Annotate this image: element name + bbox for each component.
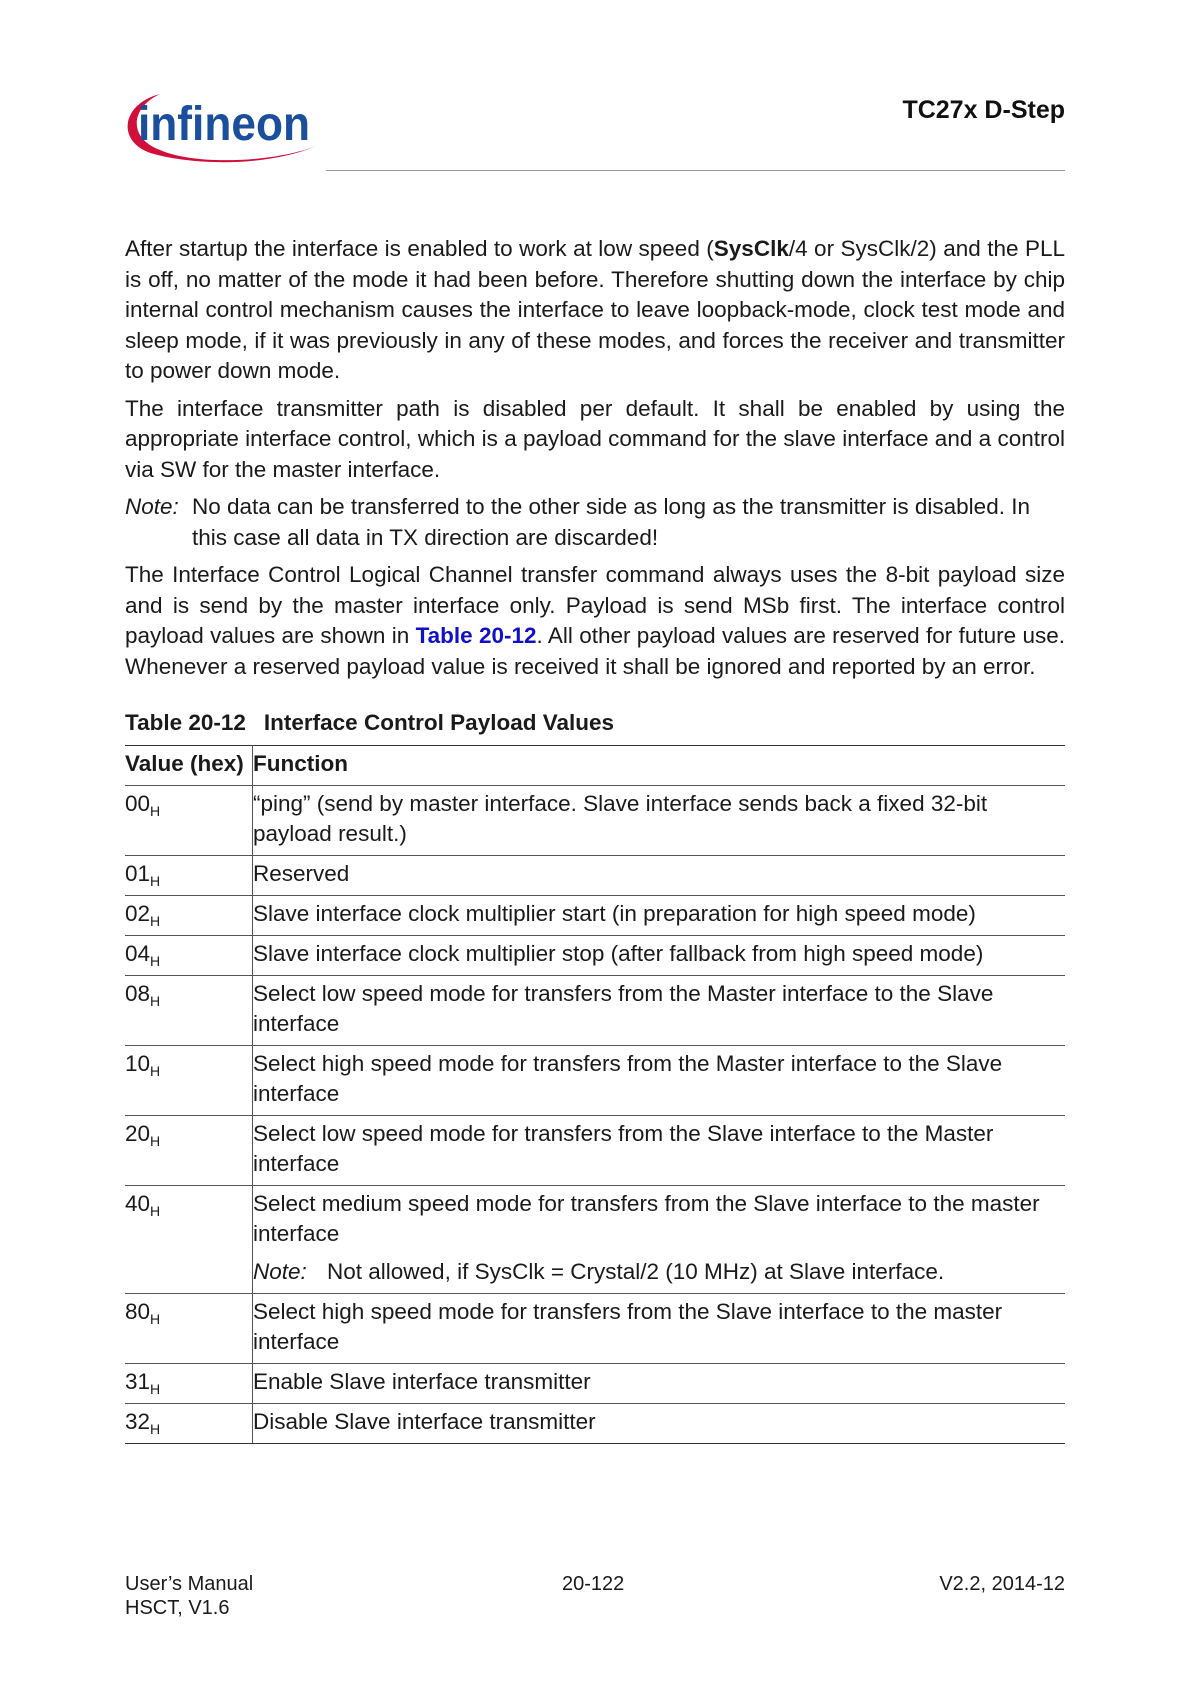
row-function: Select low speed mode for transfers from the Master interface to the Slave interface — [253, 975, 1066, 1045]
row-note: Note: Not allowed, if SysClk = Crystal/2 (10 MHz) at Slave interface. — [253, 1258, 945, 1284]
row-value: $40_H$ — [125, 1185, 253, 1293]
table-caption-title: Interface Control Payload Values — [263, 710, 615, 735]
document-title: TC27x D-Step — [902, 96, 1065, 124]
note-text: No data can be transferred to the other side as long as the transmitter is disabled. In this case all data in TX direction are discarded! — [192, 494, 1030, 550]
row-value: $04_H$ — [125, 935, 253, 975]
table-reference-link[interactable]: Table 20-12 — [415, 623, 537, 648]
page-body — [125, 234, 1065, 1444]
paragraph-transmitter: The interface transmitter path is disabled per default. It shall be enabled by using the appropriate interface control, which is a payload command for the slave interface and a control via SW for the master interface. — [125, 395, 1065, 482]
row-function: Select low speed mode for transfers from the Slave interface to the Master interface — [253, 1115, 1066, 1185]
row-function: Select high speed mode for transfers from the Slave interface to the master interface — [253, 1293, 1066, 1363]
paragraph-control-channel: The Interface Control Logical Channel transfer command always uses the 8-bit payload size and is send by the master interface only. Payload is send MSb first. The interface control payload values are shown in Table 20-12. All other payload values are reserved for future use. Whenever a reserved payload value is received it shall be ignored and reported by an error. — [125, 562, 1065, 679]
row-function: Reserved — [253, 855, 1066, 895]
hex-suffix: H — [150, 952, 161, 969]
table-row — [125, 1045, 1065, 1115]
row-value: $32_H$ — [125, 1403, 253, 1443]
footer-revision: V2.2, 2014-12 — [939, 1573, 1065, 1595]
sysclk-term: SysClk — [713, 236, 789, 261]
table-row — [125, 935, 1065, 975]
row-function: “ping” (send by master interface. Slave interface sends back a fixed 32-bit payload result.) — [253, 785, 1066, 855]
table-caption-number: Table 20-12 — [125, 710, 246, 735]
row-function: Slave interface clock multiplier start (in preparation for high speed mode) — [253, 895, 1066, 935]
row-function: Disable Slave interface transmitter — [253, 1403, 1066, 1443]
infineon-logo — [120, 82, 330, 182]
logo-text: infineon — [138, 98, 310, 151]
hex-suffix: H — [150, 802, 161, 819]
row-value: $80_H$ — [125, 1293, 253, 1363]
table-header-row — [125, 745, 1065, 785]
header-divider — [326, 170, 1065, 171]
table-row — [125, 1363, 1065, 1403]
page-number: 20-122 — [562, 1573, 625, 1595]
table-row — [125, 1115, 1065, 1185]
table-row — [125, 975, 1065, 1045]
row-value: $08_H$ — [125, 975, 253, 1045]
hex-suffix: H — [150, 992, 161, 1009]
note-block — [125, 492, 1065, 553]
hex-suffix: H — [150, 872, 161, 889]
hex-suffix: H — [150, 1062, 161, 1079]
paragraph-startup: After startup the interface is enabled to work at low speed (SysClk/4 or SysClk/2) and the PLL is off, no matter of the mode it had been before. Therefore shutting down the interface by chip internal control mechanism causes the interface to leave loopback-mode, clock test mode and sleep mode, if it was previously in any of these modes, and forces the receiver and transmitter to power down mode. — [125, 236, 1065, 383]
hex-suffix: H — [150, 1380, 161, 1397]
row-value: $10_H$ — [125, 1045, 253, 1115]
note-label: Note: — [125, 494, 179, 519]
table-row — [125, 895, 1065, 935]
hex-suffix: H — [150, 1310, 161, 1327]
row-value: $20_H$ — [125, 1115, 253, 1185]
row-function: Select high speed mode for transfers from the Master interface to the Slave interface — [253, 1045, 1066, 1115]
row-value: $02_H$ — [125, 895, 253, 935]
hex-suffix: H — [150, 1202, 161, 1219]
table-row — [125, 1185, 1065, 1293]
row-function: Slave interface clock multiplier stop (after fallback from high speed mode) — [253, 935, 1066, 975]
row-value: $00_H$ — [125, 785, 253, 855]
row-function: Enable Slave interface transmitter — [253, 1363, 1066, 1403]
hex-suffix: H — [150, 1132, 161, 1149]
table-row — [125, 785, 1065, 855]
footer-manual: User’s Manual — [125, 1573, 254, 1595]
table-body — [125, 785, 1065, 1443]
row-value: $01_H$ — [125, 855, 253, 895]
payload-values-table — [125, 745, 1065, 1444]
hex-suffix: H — [150, 1420, 161, 1437]
footer-left — [125, 1572, 253, 1620]
row-value: $31_H$ — [125, 1363, 253, 1403]
footer-version-hsct: HSCT, V1.6 — [125, 1597, 230, 1619]
row-function: Select medium speed mode for transfers from the Slave interface to the master interface Note: Not allowed, if SysClk = Crystal/2 (10 MHz) at Slave interface. — [253, 1185, 1066, 1293]
header-value: Value (hex) — [125, 745, 253, 785]
table-row — [125, 1403, 1065, 1443]
hex-suffix: H — [150, 912, 161, 929]
header-function: Function — [253, 745, 1066, 785]
table-row — [125, 1293, 1065, 1363]
table-row — [125, 855, 1065, 895]
table-caption — [125, 708, 1065, 739]
